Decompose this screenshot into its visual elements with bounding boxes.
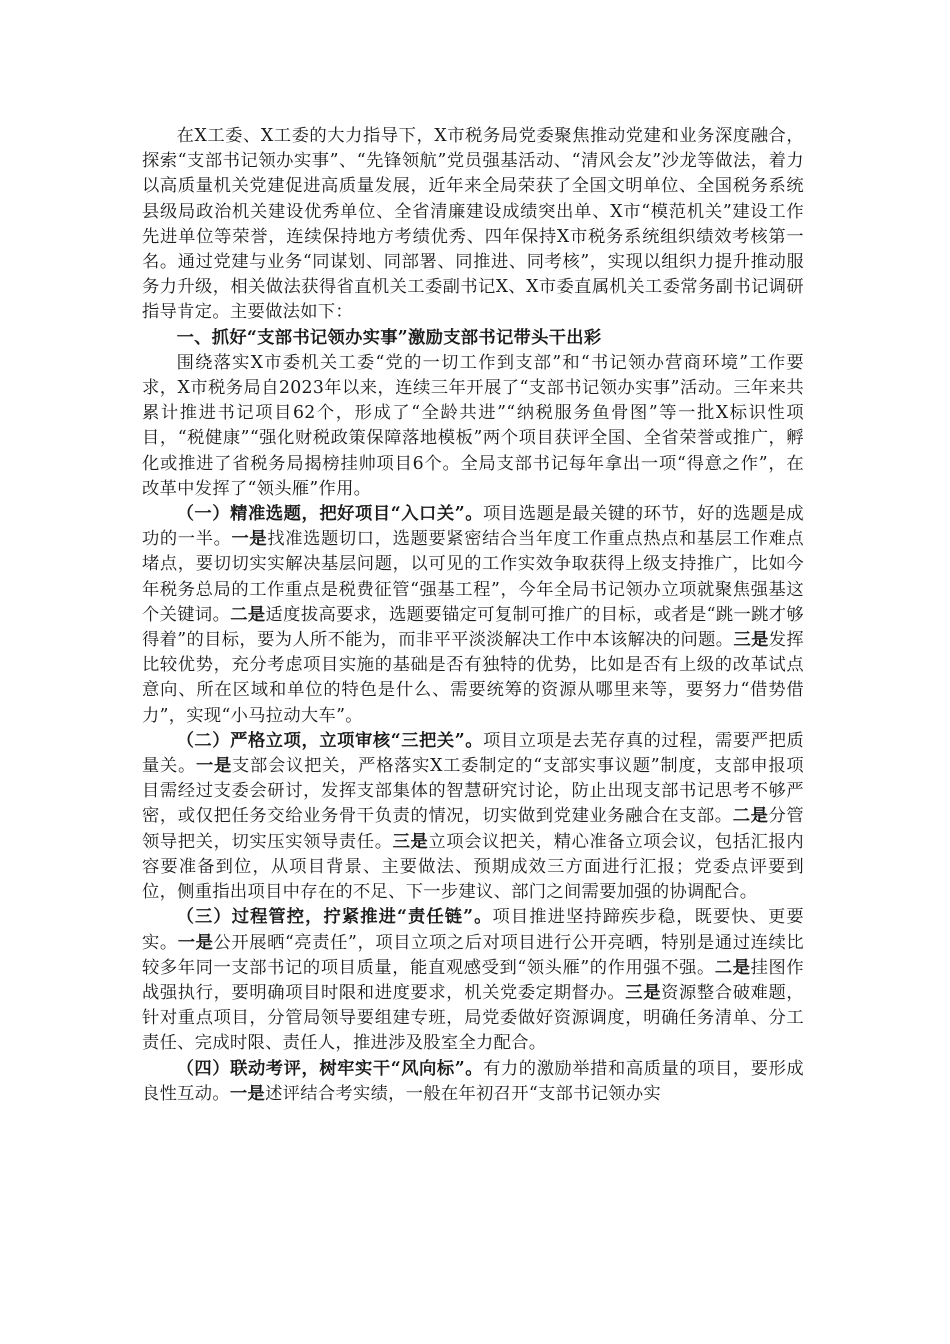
subsection-2-key-1: 一是 [196,756,233,777]
subsection-1-key-3: 三是 [733,630,769,651]
subsection-2-text-4: 立项会议把关，精心准备立项会议，包括汇报内容要准备到位，从项目背景、主要做法、预期成效三方面进行汇报；党委点评要到位，侧重指出项目中存在的不足、下一步建议、部门之间需要加强的协调配合。 [142,831,805,903]
subsection-2-key-3: 三是 [392,831,429,852]
subsection-2-text-2: 支部会议把关，严格落实X工委制定的“支部实事议题”制度，支部申报项目需经过支委会研讨，发挥支部集体的智慧研究讨论，防止出现支部书记思考不够严密，或仅把任务交给业务骨干负责的情况，切实做到党建业务融合在支部。 [142,756,804,827]
subsection-4-title: （四）联动考评，树牢实干“风向标”。 [176,1058,484,1079]
subsection-2-key-2: 二是 [732,806,769,827]
subsection-1-title: （一）精准选题，把好项目“入口关”。 [176,504,484,525]
subsection-2-title: （二）严格立项，立项审核“三把关”。 [176,730,484,751]
subsection-3-text-4: 资源整合破难题，针对重点项目，分管局领导要组建专班，局党委做好资源调度，明确任务清单、分工责任、完成时限、责任人，推进涉及股室全力配合。 [142,982,804,1054]
subsection-4-paragraph [142,1057,804,1107]
subsection-3-text-3: 挂图作战强执行，要明确项目时限和进度要求，机关党委定期督办。 [142,957,804,1003]
section-1-paragraph: 围绕落实X市委机关工委“党的一切工作到支部”和“书记领办营商环境”工作要求，X市税务局自2023年以来，连续三年开展了“支部书记领办实事”活动。三年来共累计推进书记项目62个，形成了“全龄共进”“纳税服务鱼骨图”等一批X标识性项目，“税健康”“强化财税政策保障落地模板”两个项目获评全国、全省荣誉或推广，孵化或推进了省税务局揭榜挂帅项目6个。全局支部书记每年拿出一项“得意之作”，在改革中发挥了“领头雁”作用。 [142,352,804,499]
subsection-3-text-2: 公开展晒“亮责任”，项目立项之后对项目进行公开亮晒，特别是通过连续比较多年同一支部书记的项目质量，能直观感受到“领头雁”的作用强不强。 [142,932,804,978]
subsection-1-text-4: 发挥比较优势，充分考虑项目实施的基础是否有独特的优势，比如是否有上级的改革试点意向、所在区域和单位的特色是什么、需要统筹的资源从哪里来等，要努力“借势借力”，实现“小马拉动大车”。 [142,630,804,726]
subsection-1-text-2: 找准选题切口，选题要紧密结合当年度工作重点热点和基层工作难点堵点，要切切实实解决基层问题，以可见的工作实效争取获得上级支持推广，比如今年税务总局的工作重点是税费征管“强基工程”，今年全局书记领办立项就聚焦强基这个关键词。 [142,529,804,625]
subsection-3-text-1: 项目推进坚持蹄疾步稳，既要快、更要实。 [142,907,804,953]
subsection-1-paragraph [142,502,804,729]
subsection-1-key-1: 一是 [231,529,268,550]
subsection-2-text-1: 项目立项是去芜存真的过程，需要严把质量关。 [142,730,805,777]
document-body [142,124,804,1107]
subsection-4-text-1: 有力的激励举措和高质量的项目，要形成良性互动。 [142,1058,805,1104]
subsection-3-paragraph [142,905,804,1056]
subsection-3-title: （三）过程管控，拧紧推进“责任链”。 [176,907,493,928]
subsection-1-text-3: 适度拔高要求，选题要锚定可复制可推广的目标，或者是“跳一跳才够得着”的目标，要为人所不能为，而非平平淡淡解决工作中本该解决的问题。 [142,604,804,651]
subsection-3-key-3: 三是 [625,982,662,1003]
section-heading-1: 一、抓好“支部书记领办实事”激励支部书记带头干出彩 [176,327,602,348]
subsection-2-paragraph [142,729,804,905]
subsection-2-text-3: 分管领导把关，切实压实领导责任。 [142,806,804,852]
subsection-3-key-1: 一是 [177,932,214,953]
subsection-4-text-2: 述评结合考实绩，一般在年初召开“支部书记领办实 [265,1083,662,1104]
subsection-1-key-2: 二是 [230,604,266,625]
subsection-3-key-2: 二是 [714,957,751,978]
subsection-1-text-1: 项目选题是最关键的环节，好的选题是成功的一半。 [142,504,805,550]
subsection-4-key-1: 一是 [229,1083,266,1104]
intro-paragraph: 在X工委、X工委的大力指导下，X市税务局党委聚焦推动党建和业务深度融合，探索“支部书记领办实事”、“先锋领航”党员强基活动、“清风会友”沙龙等做法，着力以高质量机关党建促进高质量发展，近年来全局荣获了全国文明单位、全国税务系统县级局政治机关建设优秀单位、全省清廉建设成绩突出单、X市“模范机关”建设工作先进单位等荣誉，连续保持地方考绩优秀、四年保持X市税务系统组织绩效考核第一名。通过党建与业务“同谋划、同部署、同推进、同考核”，实现以组织力提升推动服务力升级，相关做法获得省直机关工委副书记X、X市委直属机关工委常务副书记调研指导肯定。主要做法如下： [142,126,804,323]
